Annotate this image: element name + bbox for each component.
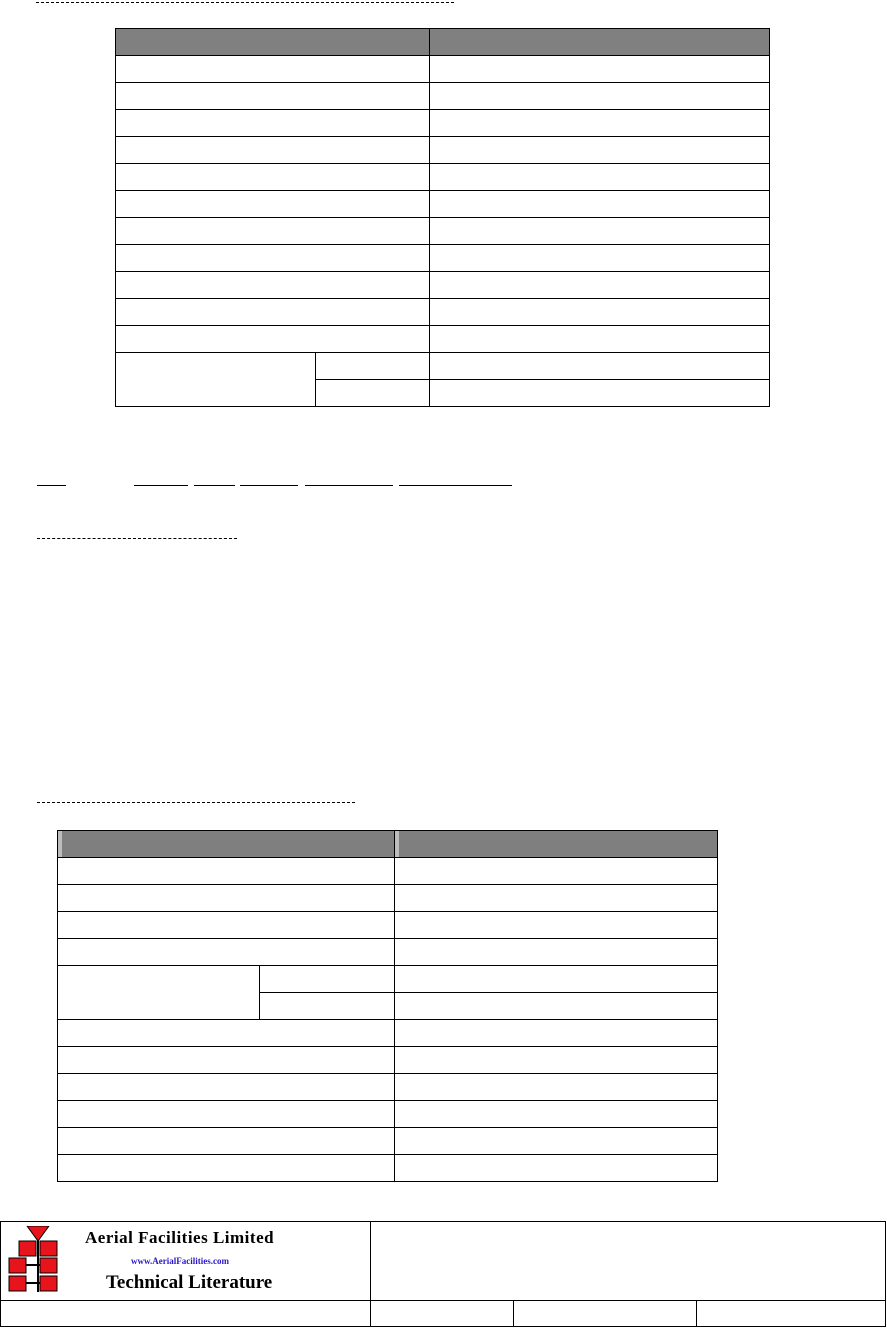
table-row [116,164,770,191]
table-row [116,110,770,137]
page-footer [0,1221,886,1327]
underline-fragment [37,485,66,486]
table-header-row [116,29,770,56]
table-cell [260,966,395,993]
table-row [58,1155,718,1182]
table-row [116,353,770,380]
table-cell [430,218,770,245]
footer-cell-divider [696,1300,697,1327]
heading-rule-top [36,2,454,3]
table-header-row [58,831,718,858]
table-cell [116,326,430,353]
table-cell [58,1047,395,1074]
company-website: www.AerialFacilities.com [131,1256,229,1266]
underline-fragment [134,485,188,486]
table-cell [58,1101,395,1128]
footer-header [1,1222,885,1301]
table-cell [395,993,718,1020]
table-cell [116,83,430,110]
footer-cell-divider [370,1300,371,1327]
table-cell [116,137,430,164]
spec-table-1 [115,28,770,407]
table-row [58,1128,718,1155]
table-cell [116,353,316,407]
table-cell [430,110,770,137]
table-header-cell [58,831,395,858]
company-logo-block [5,1226,367,1296]
heading-rule-middle [37,538,237,539]
table-cell [395,912,718,939]
table-cell [316,353,430,380]
table-cell [395,1128,718,1155]
underline-fragment [305,485,393,486]
table-cell [116,272,430,299]
document-type-label: Technical Literature [106,1272,273,1293]
table-cell [430,83,770,110]
table-cell [58,1074,395,1101]
table-header-cell [430,29,770,56]
table-cell [430,326,770,353]
table-cell [395,858,718,885]
table-row [58,912,718,939]
table-cell [430,245,770,272]
table-cell [58,966,260,1020]
table-cell [395,885,718,912]
footer-divider [370,1222,371,1300]
table-row [58,1020,718,1047]
table-cell [58,1020,395,1047]
company-name: Aerial Facilities Limited [85,1228,275,1247]
table-row [116,326,770,353]
table-cell [395,1020,718,1047]
footer-cell-divider [513,1300,514,1327]
table-row [116,245,770,272]
spec-table-2 [57,830,718,1182]
table-row [116,272,770,299]
table-cell [395,1047,718,1074]
underline-fragment [194,485,235,486]
table-cell [395,939,718,966]
table-cell [430,272,770,299]
table-cell [58,858,395,885]
table-row [58,966,718,993]
table-row [116,191,770,218]
table-row [116,218,770,245]
table-cell [395,1074,718,1101]
table-row [58,1074,718,1101]
table-row [116,299,770,326]
table-row [116,83,770,110]
table-cell [260,993,395,1020]
table-header-cell [116,29,430,56]
table-cell [116,245,430,272]
table-row [58,858,718,885]
table-cell [430,164,770,191]
table-cell [395,966,718,993]
table-cell [395,1101,718,1128]
table-cell [116,56,430,83]
table-row [58,1101,718,1128]
table-header-cell [395,831,718,858]
table-cell [58,939,395,966]
table-cell [430,299,770,326]
table-cell [116,299,430,326]
table-cell [430,137,770,164]
table-cell [316,380,430,407]
table-cell [430,191,770,218]
table-row [116,137,770,164]
table-cell [430,380,770,407]
table-cell [58,1155,395,1182]
table-row [58,885,718,912]
table-cell [395,1155,718,1182]
table-row [58,939,718,966]
heading-rule-lower [37,802,355,803]
underline-fragment [399,485,512,486]
table-cell [58,1128,395,1155]
underline-fragment [240,485,298,486]
table-row [58,1047,718,1074]
table-cell [430,353,770,380]
table-cell [116,164,430,191]
table-cell [116,191,430,218]
table-cell [58,912,395,939]
table-cell [430,56,770,83]
table-cell [58,885,395,912]
table-cell [116,110,430,137]
table-row [116,56,770,83]
company-logo-icon [5,1226,69,1292]
table-cell [116,218,430,245]
